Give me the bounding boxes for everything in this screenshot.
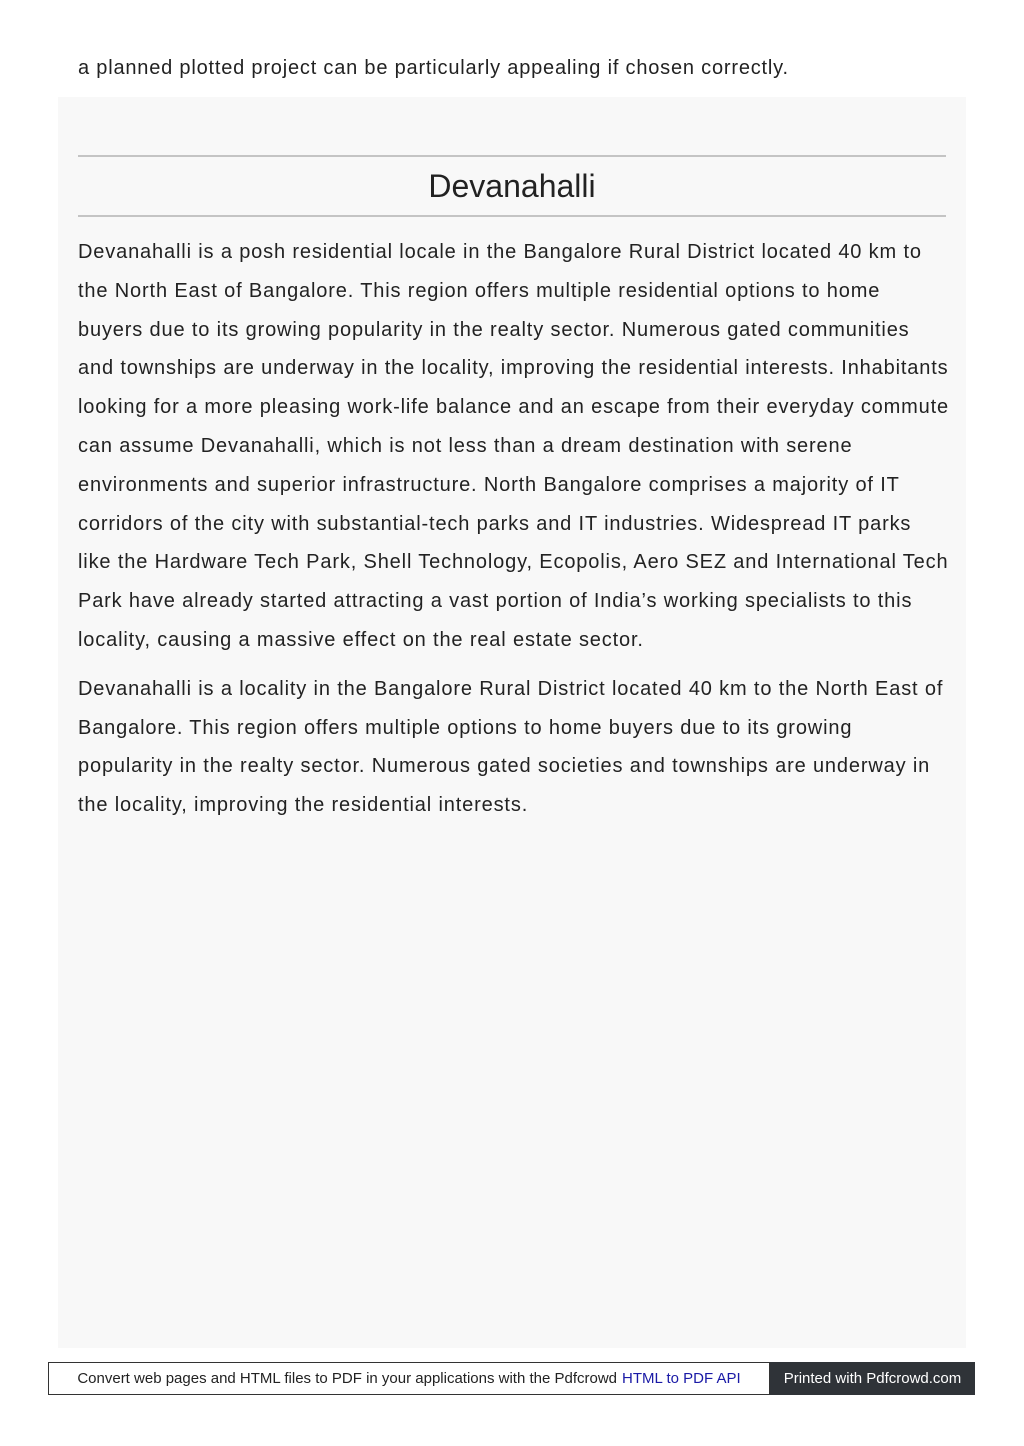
- html-to-pdf-api-link[interactable]: HTML to PDF API: [622, 1370, 741, 1387]
- paragraph-1: Devanahalli is a posh residential locale in the Bangalore Rural District located 40 km to the North East of Bangalore. This region offers multiple residential options to home buyers due to its growing popularity in the realty sector. Numerous gated communities and townships are underway in the locality, improving the residential interests. Inhabitants looking for a more pleasing work-life balance and an escape from their everyday commute can assume Devanahalli, which is not less than a dream destination with serene environments and superior infrastructure. North Bangalore comprises a majority of IT corridors of the city with substantial-tech parks and IT industries. Widespread IT parks like the Hardware Tech Park, Shell Technology, Ecopolis, Aero SEZ and International Tech Park have already started attracting a vast portion of India’s working specialists to this locality, causing a massive effect on the real estate sector.: [78, 241, 950, 651]
- paragraph-2: Devanahalli is a locality in the Bangalore Rural District located 40 km to the North East of Bangalore. This region offers multiple options to home buyers due to its growing popularity in the realty sector. Numerous gated societies and townships are underway in the locality, improving the residential interests.: [78, 677, 944, 817]
- footer-convert-notice: [48, 1362, 770, 1395]
- section-title: Devanahalli: [428, 168, 596, 204]
- section-body: [78, 233, 950, 835]
- section-header: [78, 155, 946, 217]
- content-panel: [58, 97, 966, 1348]
- footer-left-text: Convert web pages and HTML files to PDF in your applications with the Pdfcrowd: [77, 1370, 618, 1387]
- intro-text: a planned plotted project can be particularly appealing if chosen correctly.: [78, 57, 789, 79]
- printed-with-pdfcrowd-link[interactable]: Printed with Pdfcrowd.com: [770, 1362, 975, 1395]
- pdfcrowd-footer: [48, 1362, 975, 1395]
